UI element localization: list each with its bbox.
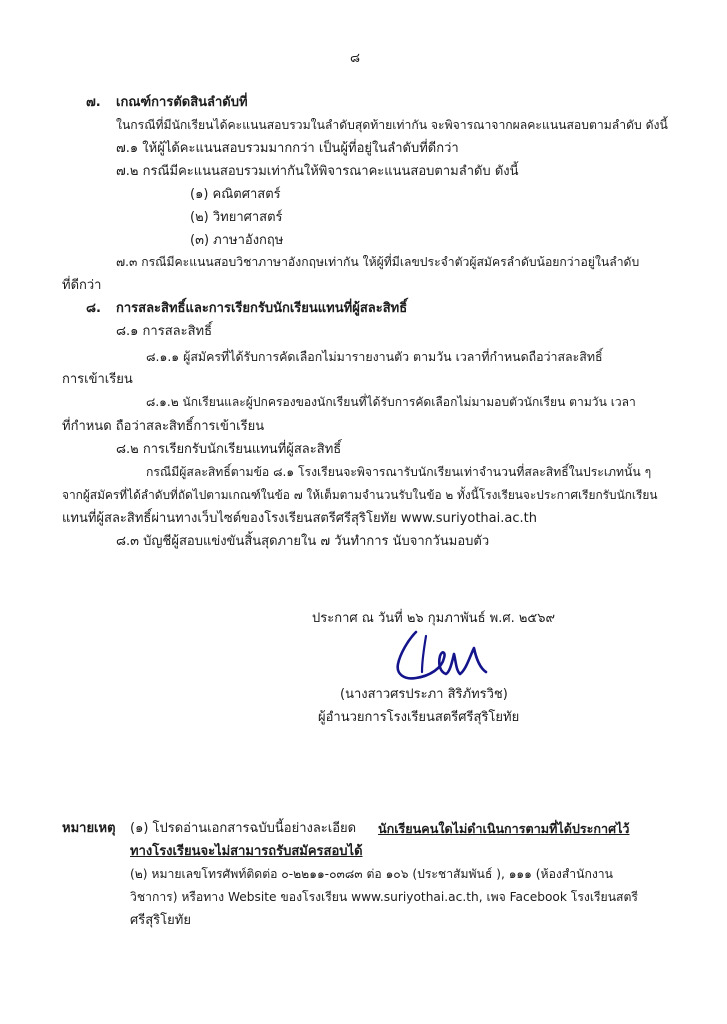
section-8-number: ๘.	[86, 301, 101, 316]
section-7-number: ๗.	[86, 95, 101, 110]
remarks-label: หมายเหตุ	[62, 821, 116, 836]
announcement-date: ประกาศ ณ วันที่ ๒๖ กุมภาพันธ์ พ.ศ. ๒๕๖๙	[312, 611, 556, 626]
section-8-2-line-3: แทนที่ผู้สละสิทธิ์ผ่านทางเว็บไซต์ของโรงเรียนสตรีศรีสุริโยทัย www.suriyothai.ac.th	[62, 511, 537, 526]
remark-1-prefix: (๑) โปรดอ่านเอกสารฉบับนี้อย่างละเอียด	[130, 821, 357, 836]
remark-1-emphasis-line-1: นักเรียนคนใดไม่ดำเนินการตามที่ได้ประกาศไว้	[378, 821, 630, 836]
signature-image	[386, 628, 496, 686]
subject-english: (๓) ภาษาอังกฤษ	[190, 233, 284, 248]
subject-science: (๒) วิทยาศาสตร์	[190, 210, 283, 225]
section-8-2-line-2: จากผู้สมัครที่ได้ลำดับที่ถัดไปตามเกณฑ์ในข้อ ๗ ให้เต็มตามจำนวนรับในข้อ ๒ ทั้งนี้โรงเรียนจะประกาศเรียกรับนักเรียน	[62, 488, 658, 502]
section-8-1-2-line-1: ๘.๑.๒ นักเรียนและผู้ปกครองของนักเรียนที่ได้รับการคัดเลือกไม่มามอบตัวนักเรียน ตามวัน เวลา	[146, 395, 636, 409]
remark-2-line-2: วิชาการ) หรือทาง Website ของโรงเรียน www.suriyothai.ac.th, เพจ Facebook โรงเรียนสตรี	[130, 890, 638, 904]
section-8-1-2-line-2: ที่กำหนด ถือว่าสละสิทธิ์การเข้าเรียน	[62, 419, 265, 434]
section-7-item-2: ๗.๒ กรณีมีคะแนนสอบรวมเท่ากันให้พิจารณาคะแนนสอบตามลำดับ ดังนี้	[116, 164, 519, 179]
section-7-item-3-line-2: ที่ดีกว่า	[62, 278, 102, 293]
remark-2-line-1: (๒) หมายเลขโทรศัพท์ติดต่อ ๐-๒๒๑๑-๐๓๘๓ ต่อ ๑๐๖ (ประชาสัมพันธ์ ), ๑๑๑ (ห้องสำนักงาน	[130, 867, 613, 881]
page-number: ๘	[350, 51, 361, 66]
signer-position: ผู้อำนวยการโรงเรียนสตรีศรีสุริโยทัย	[318, 710, 520, 725]
subject-math: (๑) คณิตศาสตร์	[190, 187, 281, 202]
section-8-1-1-line-1: ๘.๑.๑ ผู้สมัครที่ได้รับการคัดเลือกไม่มารายงานตัว ตามวัน เวลาที่กำหนดถือว่าสละสิทธิ์	[146, 349, 603, 364]
section-8-2-line-1: กรณีมีผู้สละสิทธิ์ตามข้อ ๘.๑ โรงเรียนจะพิจารณารับนักเรียนเท่าจำนวนที่สละสิทธิ์ในประเภทนั้น ๆ	[146, 465, 652, 479]
signer-name: (นางสาวศรประภา สิริภัทรวิช)	[340, 687, 508, 702]
section-7-item-3-line-1: ๗.๓ กรณีมีคะแนนสอบวิชาภาษาอังกฤษเท่ากัน ให้ผู้ที่มีเลขประจำตัวผู้สมัครลำดับน้อยกว่าอยู่ในลำดับ	[116, 255, 640, 269]
remark-2-line-3: ศรีสุริโยทัย	[130, 913, 191, 928]
section-7-intro: ในกรณีที่มีนักเรียนได้คะแนนสอบรวมในลำดับสุดท้ายเท่ากัน จะพิจารณาจากผลคะแนนสอบตามลำดับ ดังนี้	[116, 118, 668, 132]
section-7-item-1: ๗.๑ ให้ผู้ได้คะแนนสอบรวมมากกว่า เป็นผู้ที่อยู่ในลำดับที่ดีกว่า	[116, 141, 459, 156]
section-8-3: ๘.๓ บัญชีผู้สอบแข่งขันสิ้นสุดภายใน ๗ วันทำการ นับจากวันมอบตัว	[116, 534, 490, 549]
section-7-title: เกณฑ์การตัดสินลำดับที่	[116, 95, 248, 110]
section-8-title: การสละสิทธิ์และการเรียกรับนักเรียนแทนที่ผู้สละสิทธิ์	[116, 301, 408, 316]
section-8-1-1-line-2: การเข้าเรียน	[62, 372, 133, 387]
remark-1-emphasis-line-2: ทางโรงเรียนจะไม่สามารถรับสมัครสอบได้	[130, 844, 363, 859]
section-8-2-heading: ๘.๒ การเรียกรับนักเรียนแทนที่ผู้สละสิทธิ์	[116, 442, 342, 457]
section-8-1-heading: ๘.๑ การสละสิทธิ์	[116, 324, 213, 339]
